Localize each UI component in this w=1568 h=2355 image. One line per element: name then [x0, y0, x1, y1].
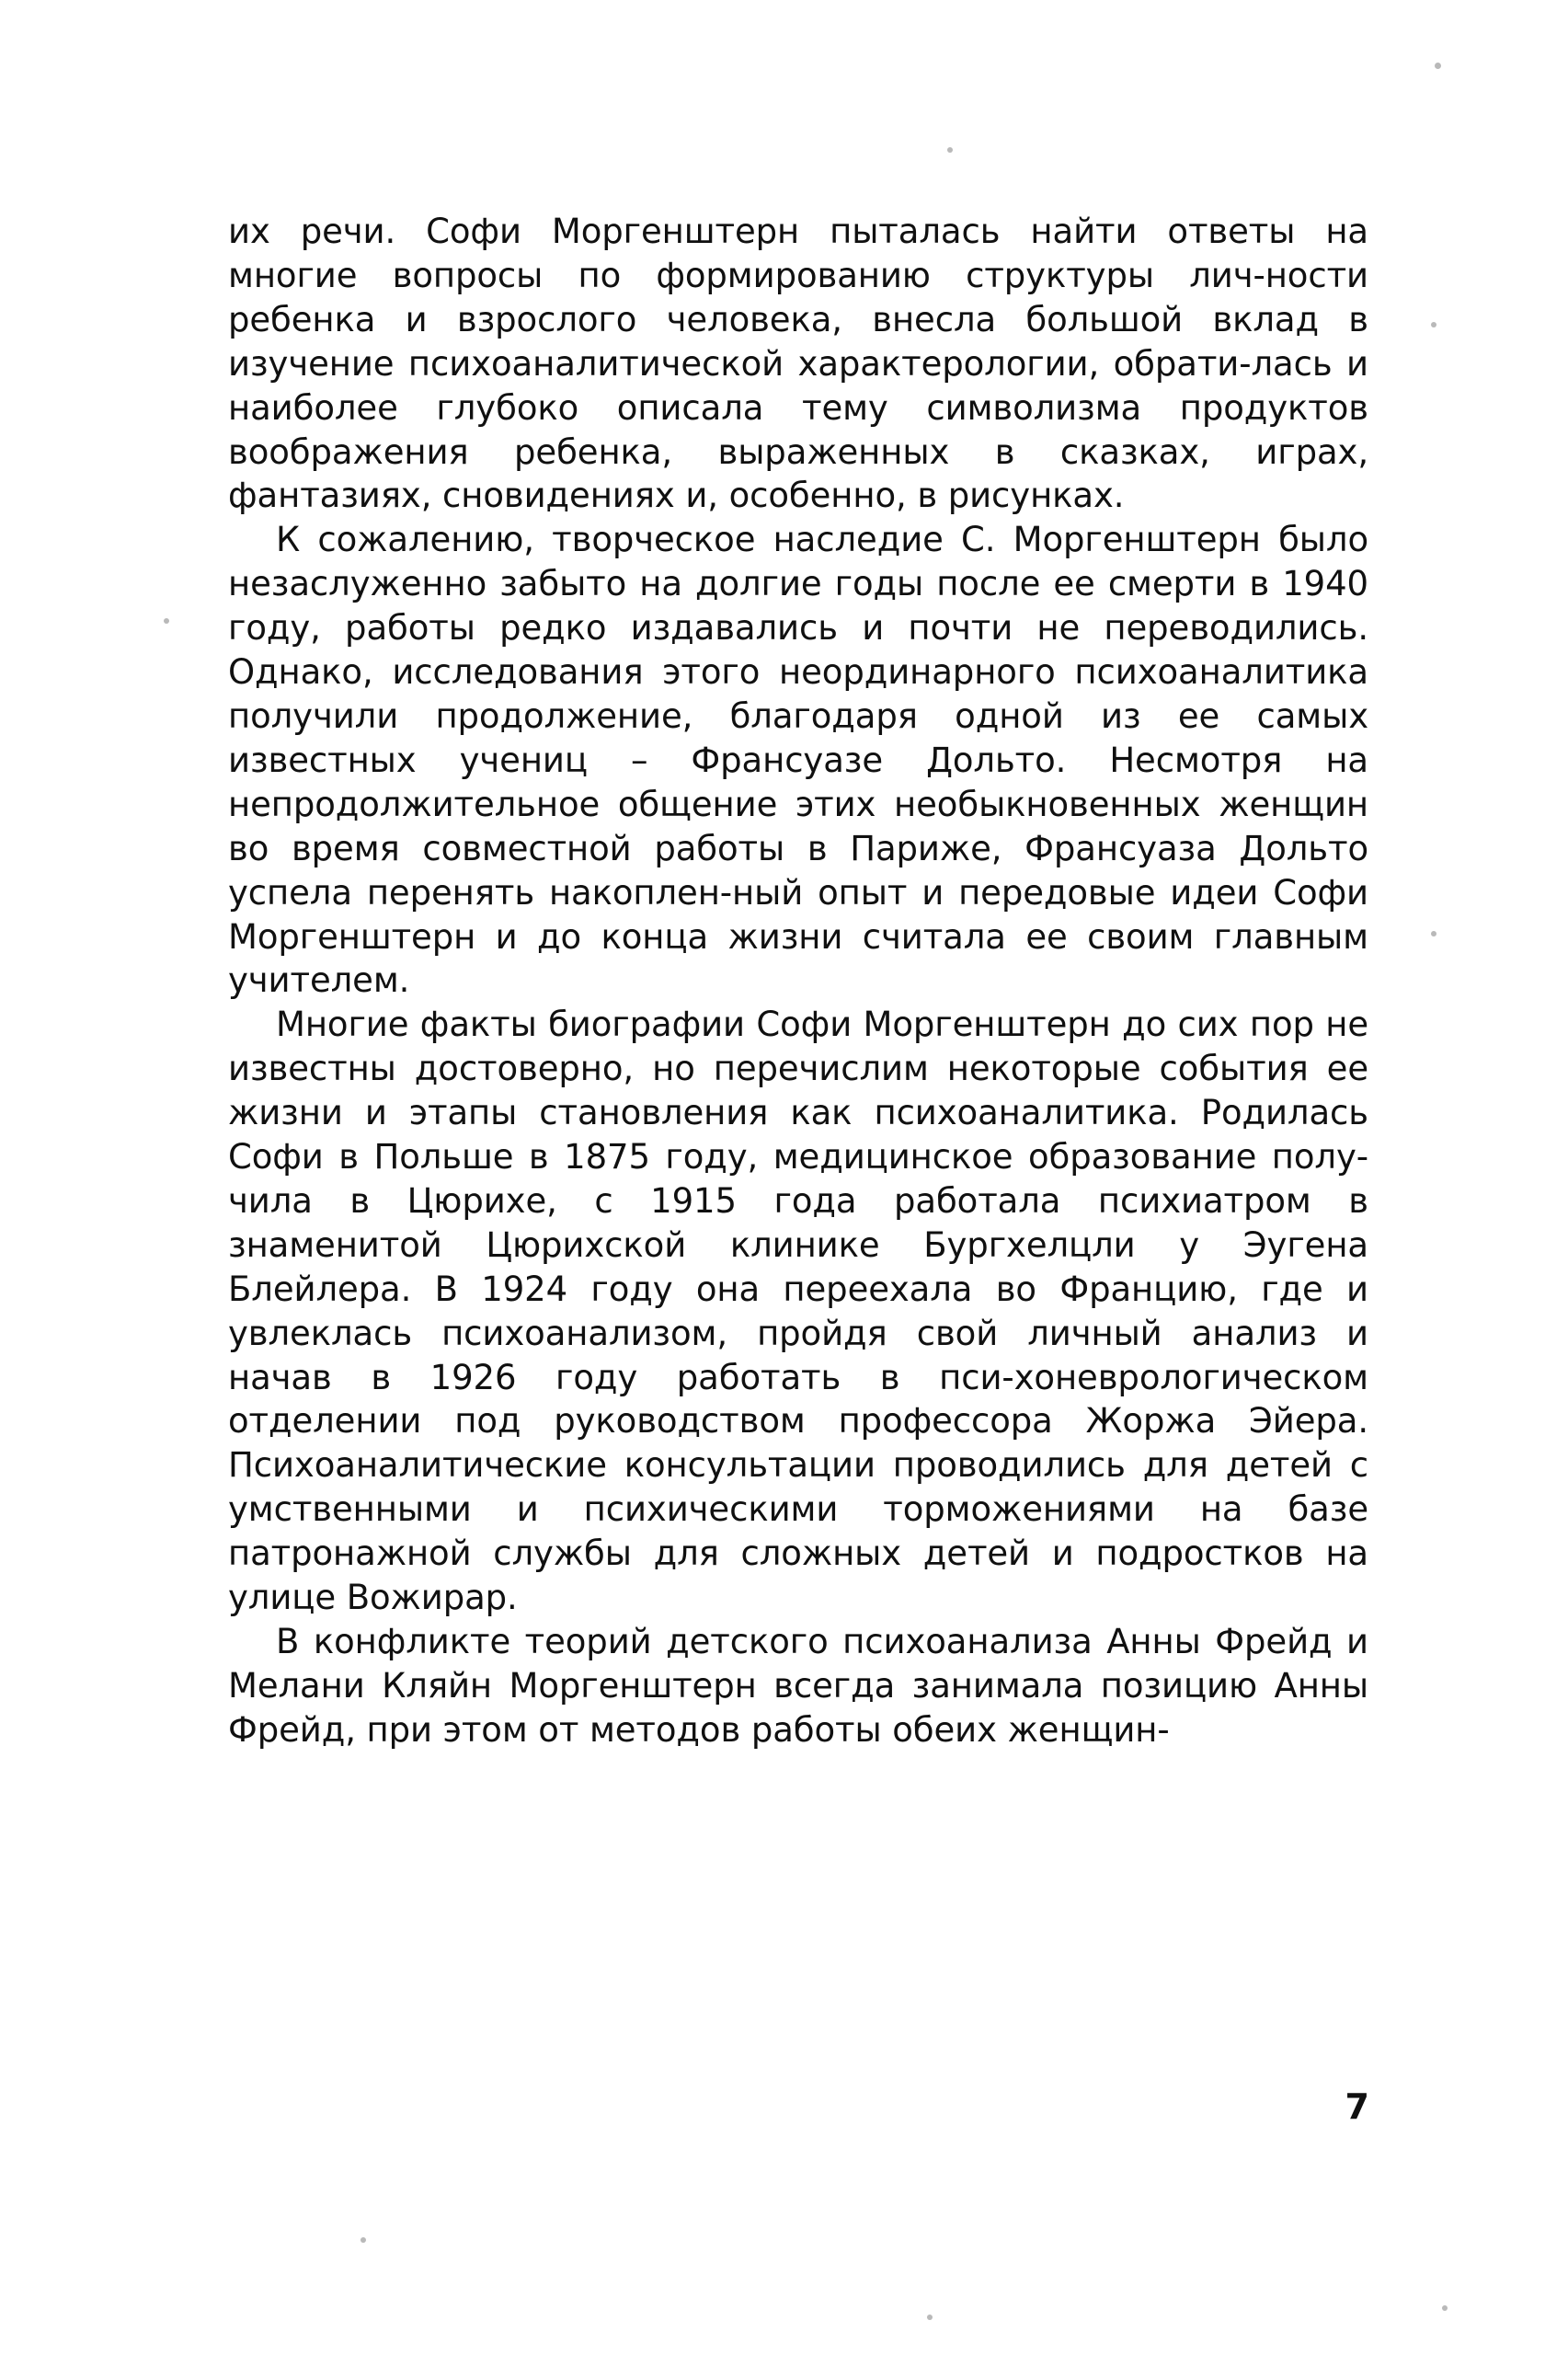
scan-speck [1431, 322, 1436, 327]
page-body-text [228, 210, 1368, 1752]
scan-speck [947, 147, 953, 153]
scan-speck [1431, 931, 1436, 936]
page-number: 7 [1345, 2086, 1369, 2127]
paragraph-4: В конфликте теорий детского психоанализа Анны Фрейд и Мелани Кляйн Моргенштерн всегда занимала позицию Анны Фрейд, при этом от методов работы обеих женщин- [228, 1622, 1368, 1750]
paragraph-2: К сожалению, творческое наследие С. Моргенштерн было незаслуженно забыто на долгие годы после ее смерти в 1940 году, работы редко издавались и почти не переводились. Однако, исследования этого неординарного психоаналитика получили продолжение, благодаря одной из ее самых известных учениц – Франсуазе Дольто. Несмотря на непродолжительное общение этих необыкновенных женщин во время совместной работы в Париже, Франсуаза Дольто успела перенять накоплен-ный опыт и передовые идеи Софи Моргенштерн и до конца жизни считала ее своим главным учителем. [228, 520, 1368, 1001]
scan-speck [1442, 2305, 1448, 2311]
scan-speck [164, 618, 169, 624]
scan-speck [927, 2315, 933, 2320]
paragraph-1: их речи. Софи Моргенштерн пыталась найти ответы на многие вопросы по формированию структуры лич-ности ребенка и взрослого человека, внесла большой вклад в изучение психоаналитической характерологии, обрати-лась и наиболее глубоко описала тему символизма продуктов воображения ребенка, выраженных в сказках, играх, фантазиях, сновидениях и, особенно, в рисунках. [228, 212, 1368, 516]
scan-speck [1435, 63, 1441, 69]
paragraph-3: Многие факты биографии Софи Моргенштерн до сих пор не известны достоверно, но перечислим некоторые события ее жизни и этапы становления как психоаналитика. Родилась Софи в Польше в 1875 году, медицинское образование полу-чила в Цюрихе, с 1915 года работала психиатром в знаменитой Цюрихской клинике Бургхелцли у Эугена Блейлера. В 1924 году она переехала во Францию, где и увлеклась психоанализом, пройдя свой личный анализ и начав в 1926 году работать в пси-хоневрологическом отделении под руководством профессора Жоржа Эйера. Психоаналитические консультации проводились для детей с умственными и психическими торможениями на базе патронажной службы для сложных детей и подростков на улице Вожирар. [228, 1005, 1368, 1618]
scan-speck [361, 2237, 366, 2243]
